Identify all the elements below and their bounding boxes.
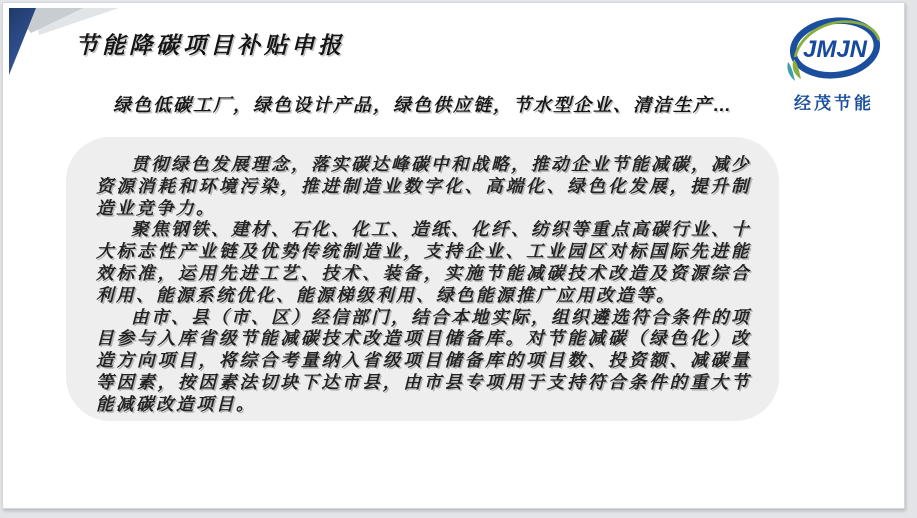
jmjn-logo-icon: [784, 15, 884, 85]
logo-company-name: 经茂节能: [794, 94, 874, 113]
page-subtitle: 绿色低碳工厂，绿色设计产品，绿色供应链，节水型企业、清洁生产…: [113, 95, 733, 115]
company-logo: [782, 15, 886, 114]
body-paragraph-1: 贯彻绿色发展理念，落实碳达峰碳中和战略，推动企业节能减碳，减少资源消耗和环境污染，推进制造业数字化、高端化、绿色化发展，提升制造业竞争力。: [96, 154, 751, 218]
slide-canvas: [2, 2, 905, 509]
body-paragraph-2: 聚焦钢铁、建材、石化、化工、造纸、化纤、纺织等重点高碳行业、十大标志性产业链及优势传统制造业，支持企业、工业园区对标国际先进能效标准，运用先进工艺、技术、装备，实施节能减碳技术改造及资源综合利用、能源系统优化、能源梯级利用、绿色能源推广应用改造等。: [96, 219, 751, 305]
page-title: 节能降碳项目补贴申报: [75, 32, 345, 58]
logo-monogram: JMJN: [802, 36, 868, 63]
content-panel: [66, 137, 779, 421]
body-paragraph-3: 由市、县（市、区）经信部门，结合本地实际，组织遴选符合条件的项目参与入库省级节能减碳技术改造项目储备库。对节能减碳（绿色化）改造方向项目，将综合考量纳入省级项目储备库的项目数、投资额、减碳量等因素，按因素法切块下达市县，由市县专项用于支持符合条件的重大节能减碳改造项目。: [96, 306, 751, 414]
